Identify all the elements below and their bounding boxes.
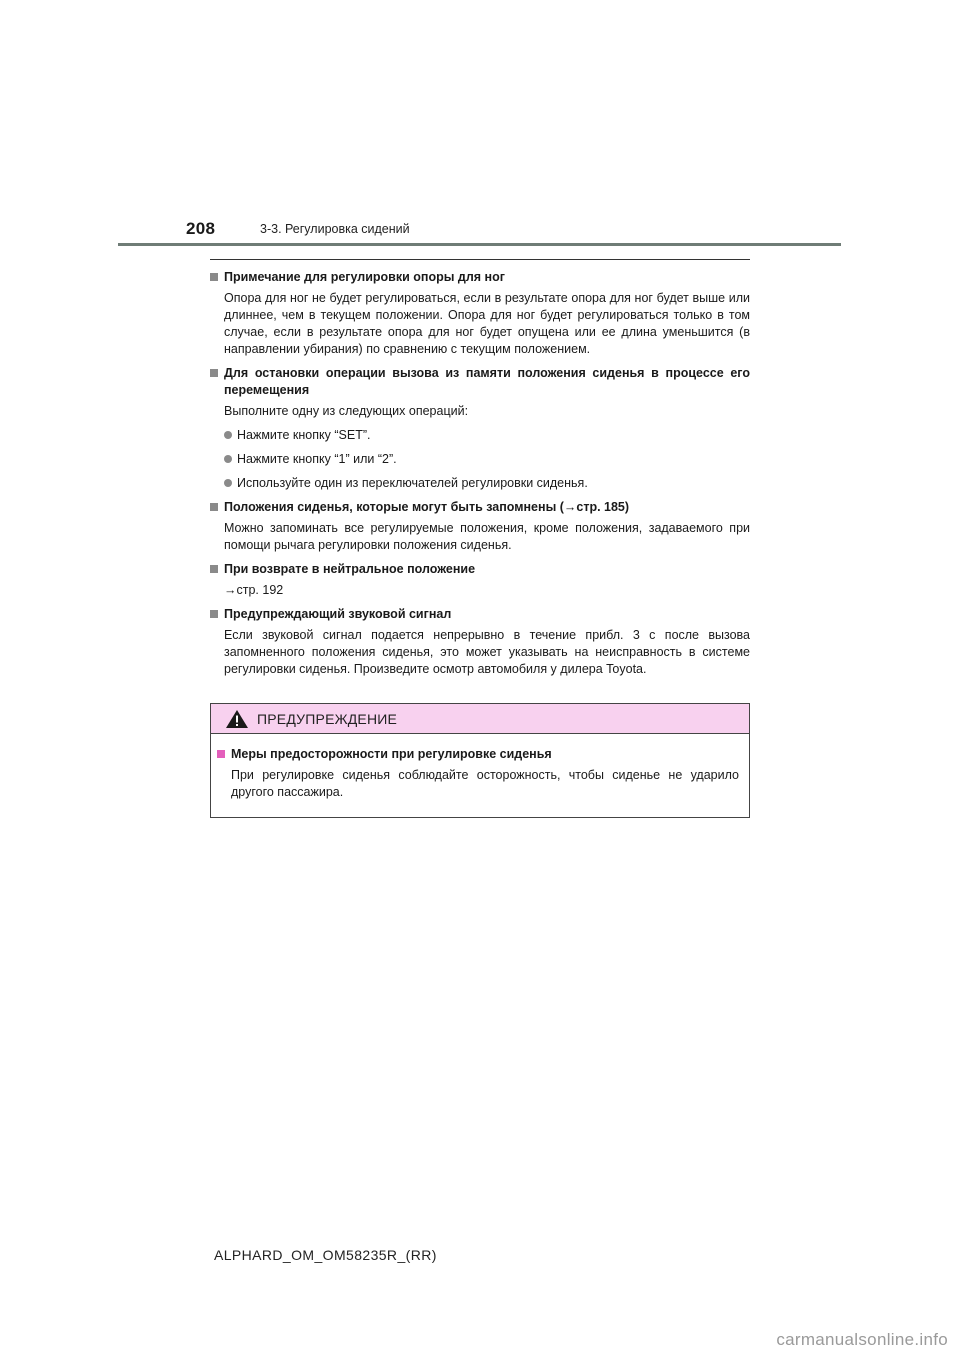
list-item: Используйте один из переключателей регулировки сиденья. — [224, 475, 750, 492]
square-bullet-icon — [210, 565, 218, 573]
section-paragraph: Если звуковой сигнал подается непрерывно в течение прибл. 3 с после вызова запомненного положения сиденья, это может указывать на неисправность в системе регулировки сиденья. Произведите осмотр автомобиля у дилера Toyota. — [224, 628, 750, 676]
square-bullet-icon — [217, 750, 225, 758]
circle-bullet-icon — [224, 479, 232, 487]
document-code: ALPHARD_OM_OM58235R_(RR) — [214, 1247, 437, 1263]
section-paragraph: Опора для ног не будет регулироваться, если в результате опора для ног будет выше или длиннее, чем в текущем положении. Опора для ног будет регулироваться только в том случае, если в результате опора для ног будет опущена или ее длина уменьшится (в направлении убирания) по сравнению с текущим положением. — [224, 291, 750, 356]
section-footrest-note — [210, 269, 750, 358]
square-bullet-icon — [210, 273, 218, 281]
warning-heading: Меры предосторожности при регулировке сиденья — [217, 746, 739, 763]
warning-title: ПРЕДУПРЕЖДЕНИЕ — [257, 710, 398, 727]
warning-paragraph: При регулировке сиденья соблюдайте осторожность, чтобы сиденье не ударило другого пассажира. — [231, 768, 739, 799]
square-bullet-icon — [210, 503, 218, 511]
warning-body — [211, 734, 749, 801]
circle-bullet-icon — [224, 431, 232, 439]
square-bullet-icon — [210, 369, 218, 377]
warning-header — [211, 704, 749, 734]
section-heading: Примечание для регулировки опоры для ног — [210, 269, 750, 286]
section-warning-buzzer — [210, 606, 750, 678]
section-memorized-positions — [210, 499, 750, 554]
section-neutral-return — [210, 561, 750, 599]
section-stop-recall — [210, 365, 750, 492]
section-heading: Для остановки операции вызова из памяти положения сиденья в процессе его перемещения — [210, 365, 750, 399]
circle-bullet-icon — [224, 455, 232, 463]
warning-triangle-icon — [225, 709, 249, 729]
section-heading: Положения сиденья, которые могут быть запомнены (→стр. 185) — [210, 499, 750, 516]
section-paragraph: Выполните одну из следующих операций: — [224, 404, 469, 418]
list-item: Нажмите кнопку “1” или “2”. — [224, 451, 750, 468]
warning-box — [210, 703, 750, 818]
watermark: carmanualsonline.info — [776, 1330, 948, 1349]
square-bullet-icon — [210, 610, 218, 618]
section-heading: При возврате в нейтральное положение — [210, 561, 750, 578]
section-title: 3-3. Регулировка сидений — [260, 222, 410, 236]
header-rule — [118, 243, 841, 246]
main-content — [210, 259, 750, 685]
section-heading: Предупреждающий звуковой сигнал — [210, 606, 750, 623]
page-number: 208 — [186, 219, 216, 238]
page-reference-link: →стр. 192 — [224, 583, 284, 597]
list-item: Нажмите кнопку “SET”. — [224, 427, 750, 444]
section-paragraph: Можно запоминать все регулируемые положения, кроме положения, задаваемого при помощи рычага регулировки положения сиденья. — [224, 521, 750, 552]
